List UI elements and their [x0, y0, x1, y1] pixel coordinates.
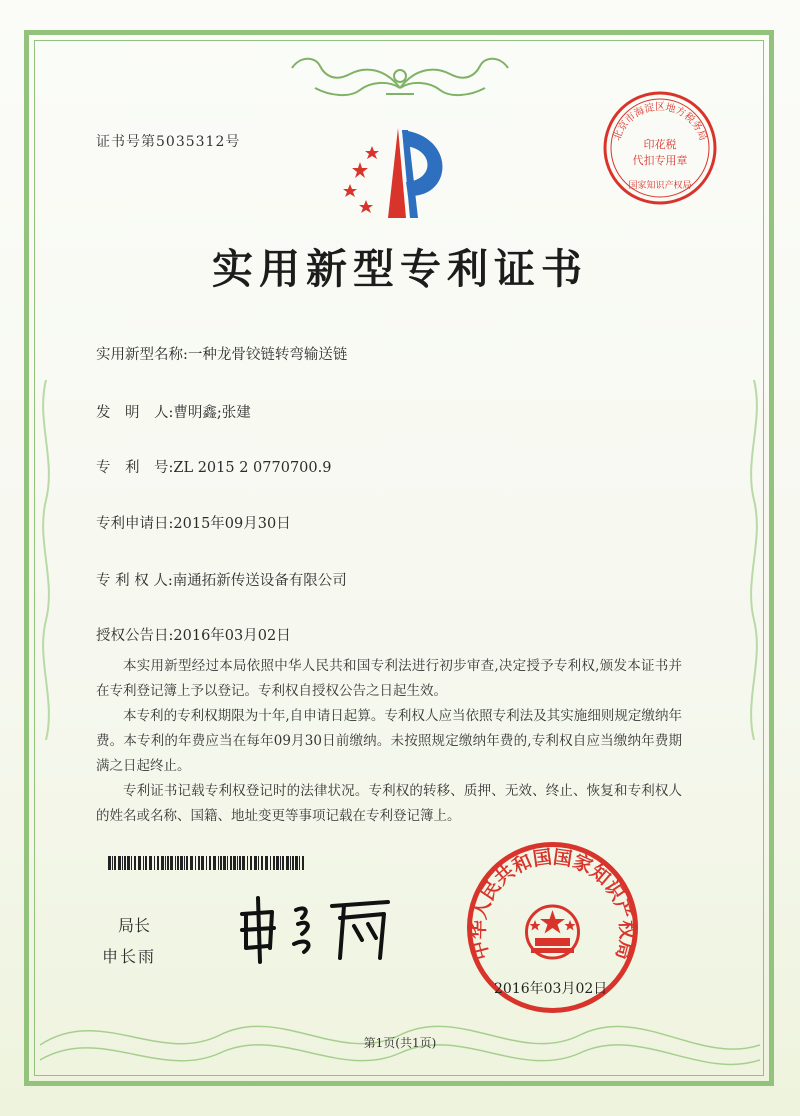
barcode-bar	[198, 856, 200, 870]
barcode-bar	[265, 856, 268, 870]
barcode-bar	[180, 856, 183, 870]
paragraph: 本专利的专利权期限为十年,自申请日起算。专利权人应当依照专利法及其实施细则规定缴纳年费。本专利的年费应当在每年09月30日前缴纳。未按照规定缴纳年费的,专利权自应当缴纳年费期满之日起终止。	[96, 708, 682, 774]
certificate-body	[96, 654, 682, 829]
field-value: 南通拓新传送设备有限公司	[172, 573, 347, 589]
barcode-bar	[299, 856, 300, 870]
barcode-bar	[230, 856, 232, 870]
barcode-bar	[254, 856, 257, 870]
page-number: 第1页(共1页)	[363, 1036, 437, 1050]
svg-text:国家知识产权局: 国家知识产权局	[628, 181, 692, 191]
svg-text:北京市海淀区地方税务局: 北京市海淀区地方税务局	[611, 102, 709, 143]
cnipa-logo	[336, 118, 466, 228]
barcode-bar	[114, 856, 116, 870]
field-patent-number	[96, 456, 331, 477]
field-value: ZL 2015 2 0770700.9	[173, 460, 332, 476]
field-label: 专利申请日:	[96, 516, 174, 532]
barcode-bar	[186, 856, 188, 870]
field-patentee	[96, 569, 347, 590]
barcode-bar	[175, 856, 176, 870]
barcode-bar	[127, 856, 130, 870]
field-value: 曹明鑫;张建	[173, 405, 251, 421]
barcode-bar	[122, 856, 123, 870]
paragraph: 本实用新型经过本局依照中华人民共和国专利法进行初步审查,决定授予专利权,颁发本证书并在专利登记簿上予以登记。专利权自授权公告之日起生效。	[96, 658, 682, 699]
barcode-bar	[233, 856, 236, 870]
barcode-bar	[273, 856, 275, 870]
barcode-bar	[201, 856, 204, 870]
barcode-bar	[206, 856, 207, 870]
barcode-bar	[177, 856, 179, 870]
right-ornament	[744, 380, 764, 740]
field-label: 发 明 人:	[96, 405, 174, 421]
barcode-bar	[302, 856, 304, 870]
barcode-bar	[149, 856, 152, 870]
barcode-bar	[242, 856, 245, 870]
barcode-bar	[286, 856, 289, 870]
barcode-bar	[282, 856, 284, 870]
barcode-bar	[170, 856, 173, 870]
barcode-bar	[184, 856, 185, 870]
director-signature	[236, 892, 406, 967]
barcode-bar	[220, 856, 222, 870]
barcode-bar	[154, 856, 155, 870]
field-utility-name	[96, 343, 347, 364]
barcode-bar	[145, 856, 147, 870]
left-ornament	[36, 380, 56, 740]
barcode-bar	[223, 856, 226, 870]
barcode-bar	[276, 856, 279, 870]
field-label: 专 利 号:	[96, 460, 174, 476]
director-title: 局长	[118, 916, 151, 935]
paragraph: 专利证书记载专利权登记时的法律状况。专利权的转移、质押、无效、终止、恢复和专利权人的姓名或名称、国籍、地址变更等事项记载在专利登记簿上。	[96, 783, 682, 824]
top-ornament	[270, 48, 530, 104]
certificate-title: 实用新型专利证书	[212, 245, 588, 293]
barcode-bar	[258, 856, 259, 870]
barcode-bar	[290, 856, 291, 870]
field-label: 授权公告日:	[96, 628, 174, 644]
barcode	[108, 856, 308, 870]
svg-text:印花税: 印花税	[643, 138, 677, 151]
barcode-bar	[131, 856, 132, 870]
field-value: 2015年09月30日	[173, 516, 291, 532]
barcode-bar	[190, 856, 193, 870]
barcode-bar	[112, 856, 113, 870]
barcode-bar	[161, 856, 164, 870]
svg-text:代扣专用章: 代扣专用章	[632, 154, 688, 167]
director-name: 申长雨	[102, 947, 157, 966]
barcode-bar	[165, 856, 166, 870]
barcode-bar	[261, 856, 263, 870]
barcode-bar	[167, 856, 169, 870]
certificate-number: 证书号第5035312号	[96, 134, 241, 150]
barcode-bar	[213, 856, 216, 870]
barcode-bar	[157, 856, 159, 870]
barcode-bar	[270, 856, 271, 870]
barcode-bar	[247, 856, 248, 870]
tax-seal	[600, 88, 720, 208]
barcode-bar	[295, 856, 298, 870]
barcode-bar	[118, 856, 121, 870]
barcode-bar	[239, 856, 241, 870]
barcode-bar	[227, 856, 228, 870]
field-inventor	[96, 401, 251, 422]
barcode-bar	[195, 856, 196, 870]
field-grant-date	[96, 624, 291, 645]
barcode-bar	[237, 856, 238, 870]
barcode-bar	[138, 856, 141, 870]
barcode-bar	[209, 856, 211, 870]
field-value: 2016年03月02日	[173, 628, 291, 644]
issue-date: 2016年03月02日	[494, 981, 608, 997]
barcode-bar	[250, 856, 252, 870]
barcode-bar	[280, 856, 281, 870]
barcode-bar	[124, 856, 126, 870]
barcode-bar	[143, 856, 144, 870]
svg-text:中华人民共和国国家知识产权局: 中华人民共和国国家知识产权局	[467, 846, 638, 963]
field-filing-date	[96, 512, 291, 533]
barcode-bar	[134, 856, 136, 870]
barcode-bar	[292, 856, 294, 870]
barcode-bar	[218, 856, 219, 870]
field-label: 专 利 权 人:	[96, 573, 173, 589]
barcode-bar	[108, 856, 111, 870]
field-label: 实用新型名称:	[96, 347, 188, 363]
bottom-ornament	[40, 985, 760, 1075]
field-value: 一种龙骨铰链转弯输送链	[187, 347, 348, 363]
